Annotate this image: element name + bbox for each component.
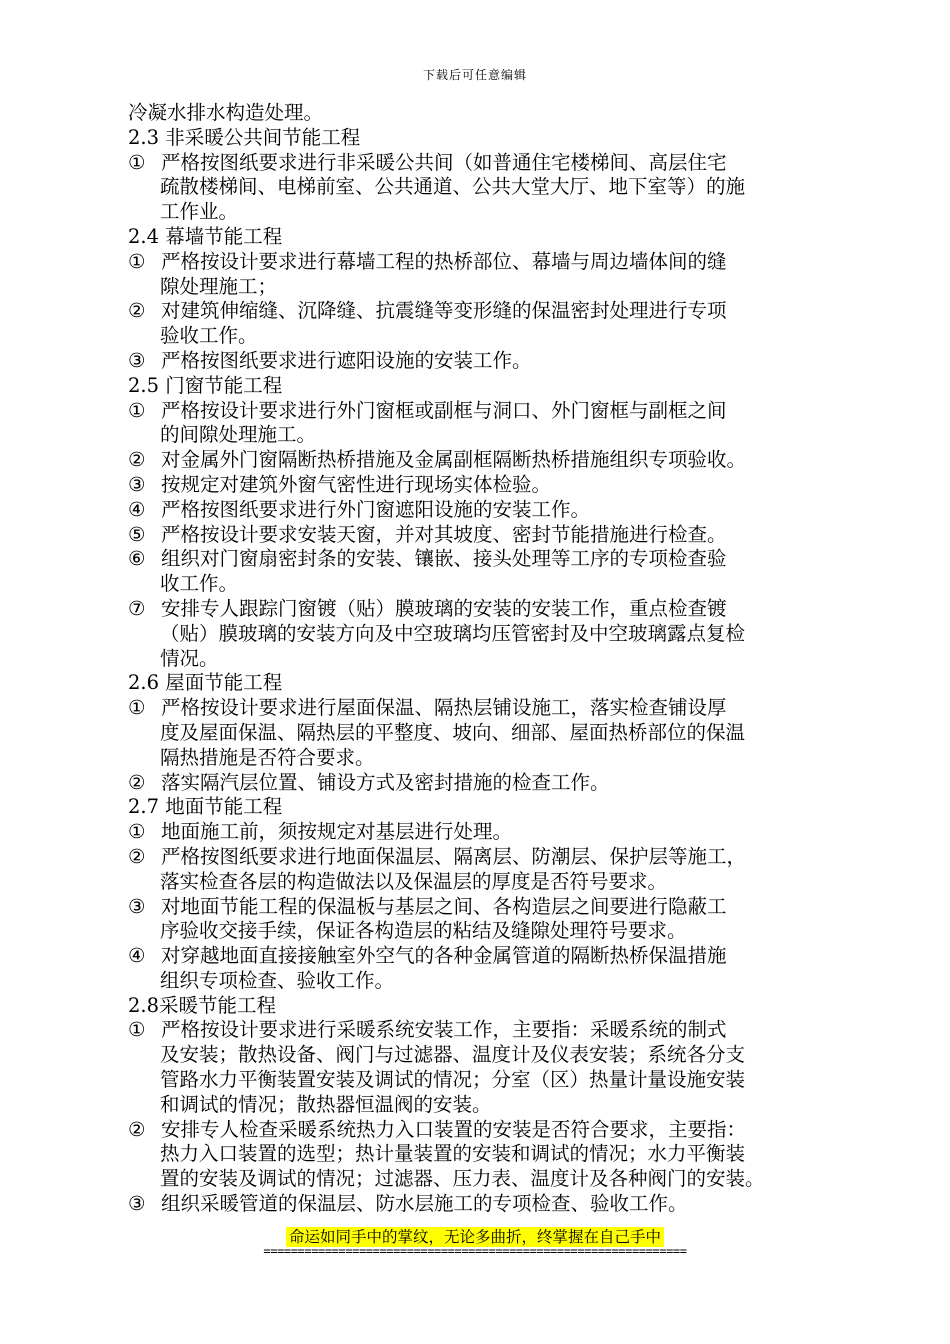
item-number: ① [128,1018,146,1042]
item-number: ⑦ [128,596,146,620]
footer-quote: 命运如同手中的掌纹，无论多曲折，终掌握在自己手中 [286,1227,664,1247]
item-text-line: 落实检查各层的构造做法以及保温层的厚度是否符号要求。 [160,869,668,893]
footer-rule: ============================================================== [263,1244,687,1258]
item-text-line: 验收工作。 [160,324,258,348]
item-text-line: 组织对门窗扇密封条的安装、镶嵌、接头处理等工序的专项检查验 [161,547,727,571]
item-text-line: 对金属外门窗隔断热桥措施及金属副框隔断热桥措施组织专项验收。 [161,448,747,472]
list-item [128,399,828,449]
list-item [128,771,828,796]
item-text-line: （贴）膜玻璃的安装方向及中空玻璃均压管密封及中空玻璃露点复检 [160,621,746,645]
item-text-line: 度及屋面保温、隔热层的平整度、坡向、细部、屋面热桥部位的保温 [160,720,746,744]
item-text-line: 的间隙处理施工。 [160,423,317,447]
page-header: 下载后可任意编辑 [422,68,527,82]
paragraph-line: 冷凝水排水构造处理。 [128,101,324,124]
item-text-line: 组织专项检查、验收工作。 [160,968,395,992]
item-text-line: 对建筑伸缩缝、沉降缝、抗震缝等变形缝的保温密封处理进行专项 [161,299,727,323]
item-text-line: 严格按设计要求进行采暖系统安装工作，主要指：采暖系统的制式 [161,1018,727,1042]
item-number: ① [128,696,146,720]
item-text-line: 严格按设计要求安装天窗，并对其坡度、密封节能措施进行检查。 [161,522,727,546]
item-text-line: 组织采暖管道的保温层、防水层施工的专项检查、验收工作。 [161,1192,688,1216]
list-item [128,523,828,548]
list-item [128,1192,828,1217]
item-text-line: 工作业。 [160,200,239,224]
list-item [128,1118,828,1192]
item-text-line: 对穿越地面直接接触室外空气的各种金属管道的隔断热桥保温措施 [161,944,727,968]
section-heading: 2.8采暖节能工程 [128,993,277,1017]
item-text-line: 序验收交接手续，保证各构造层的粘结及缝隙处理符号要求。 [160,919,687,943]
item-number: ① [128,398,146,422]
item-text-line: 收工作。 [160,572,239,596]
list-item [128,895,828,945]
list-item [128,845,828,895]
item-text-line: 管路水力平衡装置安装及调试的情况；分室（区）热量计量设施安装 [160,1068,746,1092]
list-item [128,944,828,994]
list-item [128,597,828,671]
list-item [128,473,828,498]
item-number: ④ [128,497,146,521]
item-text-line: 隙处理施工； [160,274,278,298]
item-text-line: 严格按设计要求进行外门窗框或副框与洞口、外门窗框与副框之间 [161,398,727,422]
list-item [128,250,828,300]
item-number: ② [128,770,146,794]
item-text-line: 隔热措施是否符合要求。 [160,745,375,769]
item-text-line: 情况。 [160,646,219,670]
item-number: ⑥ [128,547,146,571]
item-text-line: 严格按设计要求进行幕墙工程的热桥部位、幕墙与周边墙体间的缝 [161,249,727,273]
list-item [128,151,828,225]
item-text-line: 安排专人检查采暖系统热力入口装置的安装是否符合要求，主要指： [161,1117,747,1141]
item-number: ⑤ [128,522,146,546]
list-item [128,448,828,473]
item-text-line: 对地面节能工程的保温板与基层之间、各构造层之间要进行隐蔽工 [161,894,727,918]
section-heading: 2.5 门窗节能工程 [128,373,283,397]
item-text-line: 地面施工前，须按规定对基层进行处理。 [161,820,513,844]
item-number: ④ [128,944,146,968]
item-text-line: 严格按图纸要求进行地面保温层、隔离层、防潮层、保护层等施工， [161,844,747,868]
list-item [128,299,828,349]
item-number: ② [128,844,146,868]
section-heading: 2.3 非采暖公共间节能工程 [128,125,361,149]
section-heading: 2.7 地面节能工程 [128,795,283,819]
item-number: ③ [128,1192,146,1216]
item-text-line: 严格按图纸要求进行外门窗遮阳设施的安装工作。 [161,497,591,521]
item-number: ③ [128,472,146,496]
list-item [128,696,828,770]
item-number: ③ [128,348,146,372]
item-number: ① [128,820,146,844]
item-text-line: 严格按设计要求进行屋面保温、隔热层铺设施工，落实检查铺设厚 [161,696,727,720]
item-text-line: 严格按图纸要求进行非采暖公共间（如普通住宅楼梯间、高层住宅 [161,150,727,174]
document-body [128,101,828,1217]
list-item [128,498,828,523]
item-number: ② [128,448,146,472]
item-text-line: 安排专人跟踪门窗镀（贴）膜玻璃的安装的安装工作，重点检查镀 [161,596,727,620]
section-heading: 2.6 屋面节能工程 [128,671,283,695]
item-number: ③ [128,894,146,918]
list-item [128,349,828,374]
item-text-line: 置的安装及调试的情况；过滤器、压力表、温度计及各种阀门的安装。 [160,1167,765,1191]
list-item [128,1018,828,1117]
item-text-line: 和调试的情况；散热器恒温阀的安装。 [160,1092,492,1116]
item-text-line: 落实隔汽层位置、铺设方式及密封措施的检查工作。 [161,770,610,794]
item-text-line: 疏散楼梯间、电梯前室、公共通道、公共大堂大厅、地下室等）的施 [160,175,746,199]
item-text-line: 及安装；散热设备、阀门与过滤器、温度计及仪表安装；系统各分支 [160,1043,746,1067]
item-number: ② [128,1117,146,1141]
item-number: ① [128,249,146,273]
item-number: ① [128,150,146,174]
list-item [128,820,828,845]
item-text-line: 按规定对建筑外窗气密性进行现场实体检验。 [161,472,552,496]
item-text-line: 严格按图纸要求进行遮阳设施的安装工作。 [161,348,532,372]
item-text-line: 热力入口装置的选型；热计量装置的安装和调试的情况；水力平衡装 [160,1142,746,1166]
list-item [128,547,828,597]
section-heading: 2.4 幕墙节能工程 [128,224,283,248]
item-number: ② [128,299,146,323]
